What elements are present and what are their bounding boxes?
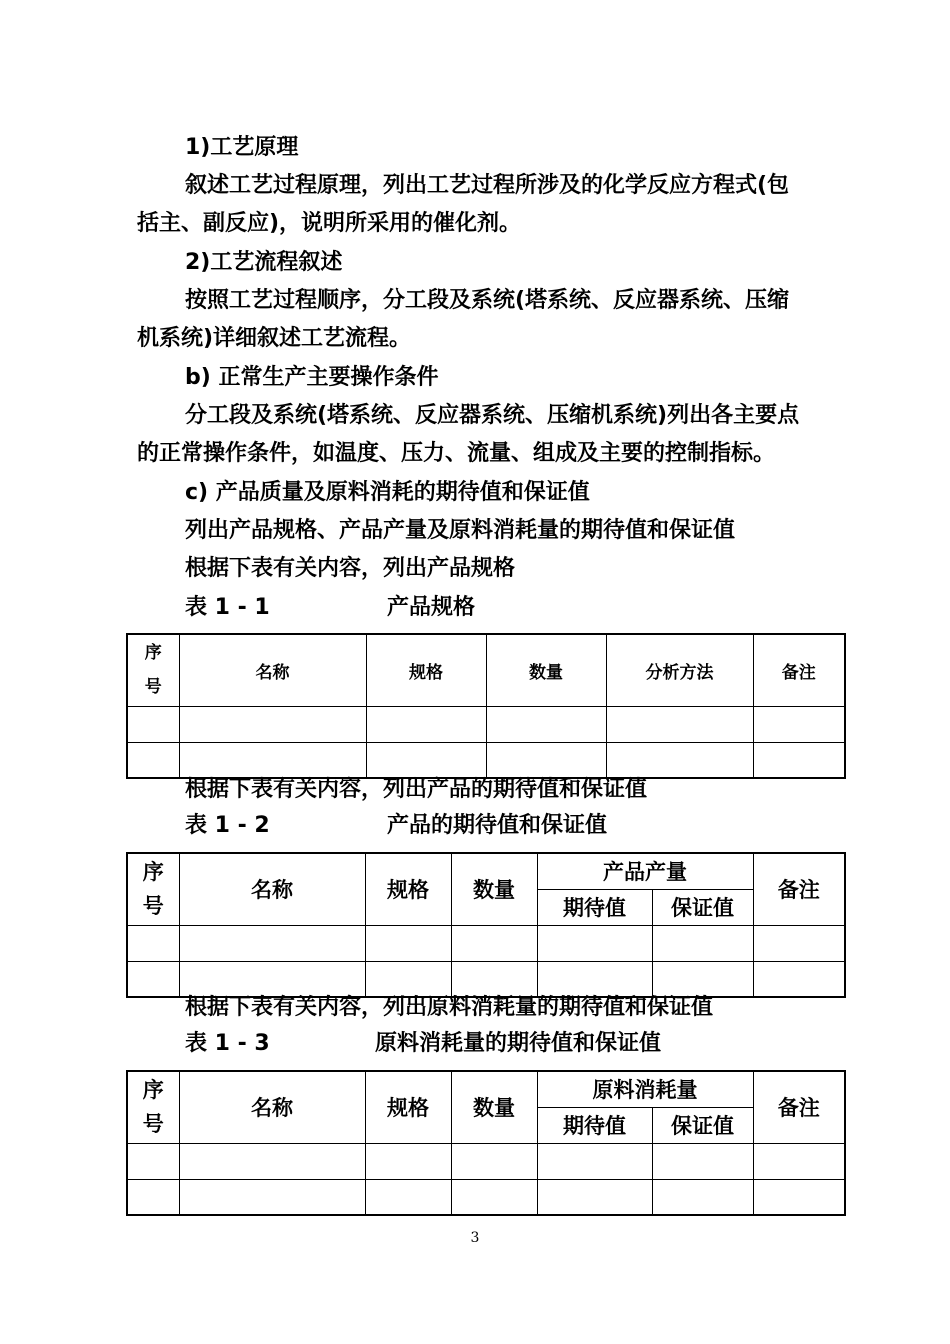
header-spec: 规格 xyxy=(365,1071,451,1143)
table-row xyxy=(127,925,845,961)
product-output-table xyxy=(126,852,846,998)
header-note: 备注 xyxy=(753,634,845,706)
paragraph-conditions-line1: 分工段及系统(塔系统、反应器系统、压缩机系统)列出各主要点 xyxy=(185,403,800,428)
table1-caption-number: 表 1 - 1 xyxy=(185,595,270,620)
header-product-output: 产品产量 xyxy=(537,853,753,889)
paragraph-flow-line2: 机系统)详细叙述工艺流程。 xyxy=(137,326,412,351)
table2-caption-title: 产品的期待值和保证值 xyxy=(387,813,608,838)
header-guaranteed-value: 保证值 xyxy=(652,889,753,925)
header-expected-value: 期待值 xyxy=(537,1107,652,1143)
product-spec-table xyxy=(126,633,846,779)
intro-table2: 根据下表有关内容，列出产品的期待值和保证值 xyxy=(185,777,648,802)
header-seq: 序 号 xyxy=(127,634,179,706)
paragraph-conditions-line2: 的正常操作条件，如温度、压力、流量、组成及主要的控制指标。 xyxy=(137,441,776,466)
paragraph-principle-line1: 叙述工艺过程原理，列出工艺过程所涉及的化学反应方程式(包 xyxy=(185,173,790,198)
header-spec: 规格 xyxy=(366,634,486,706)
table2-caption-number: 表 1 - 2 xyxy=(185,813,270,838)
header-material-consumption: 原料消耗量 xyxy=(537,1071,753,1107)
material-consumption-table xyxy=(126,1070,846,1216)
header-note: 备注 xyxy=(753,853,845,925)
intro-table3: 根据下表有关内容，列出原料消耗量的期待值和保证值 xyxy=(185,995,714,1020)
header-spec: 规格 xyxy=(365,853,451,925)
header-quantity: 数量 xyxy=(486,634,606,706)
table3-caption-title: 原料消耗量的期待值和保证值 xyxy=(375,1031,662,1056)
header-note: 备注 xyxy=(753,1071,845,1143)
heading-quality-consumption: c) 产品质量及原料消耗的期待值和保证值 xyxy=(185,480,590,505)
table-row xyxy=(127,706,845,742)
table-row xyxy=(127,961,845,997)
header-quantity: 数量 xyxy=(451,1071,537,1143)
header-guaranteed-value: 保证值 xyxy=(652,1107,753,1143)
table3-caption-number: 表 1 - 3 xyxy=(185,1031,270,1056)
header-expected-value: 期待值 xyxy=(537,889,652,925)
page-number: 3 xyxy=(470,1230,480,1246)
paragraph-list-spec: 根据下表有关内容，列出产品规格 xyxy=(185,556,516,581)
table1-caption-title: 产品规格 xyxy=(387,595,476,620)
header-seq: 序 号 xyxy=(127,1071,179,1143)
table-row xyxy=(127,742,845,778)
header-quantity: 数量 xyxy=(451,853,537,925)
header-analysis-method: 分析方法 xyxy=(606,634,753,706)
heading-process-flow: 2)工艺流程叙述 xyxy=(185,250,343,275)
header-name: 名称 xyxy=(179,853,365,925)
heading-operating-conditions: b) 正常生产主要操作条件 xyxy=(185,365,439,390)
paragraph-list-values: 列出产品规格、产品产量及原料消耗量的期待值和保证值 xyxy=(185,518,736,543)
table-row xyxy=(127,1179,845,1215)
paragraph-flow-line1: 按照工艺过程顺序，分工段及系统(塔系统、反应器系统、压缩 xyxy=(185,288,790,313)
header-seq: 序 号 xyxy=(127,853,179,925)
heading-process-principle: 1)工艺原理 xyxy=(185,135,299,160)
table-row xyxy=(127,1143,845,1179)
header-name: 名称 xyxy=(179,634,366,706)
paragraph-principle-line2: 括主、副反应)，说明所采用的催化剂。 xyxy=(137,211,522,236)
header-name: 名称 xyxy=(179,1071,365,1143)
